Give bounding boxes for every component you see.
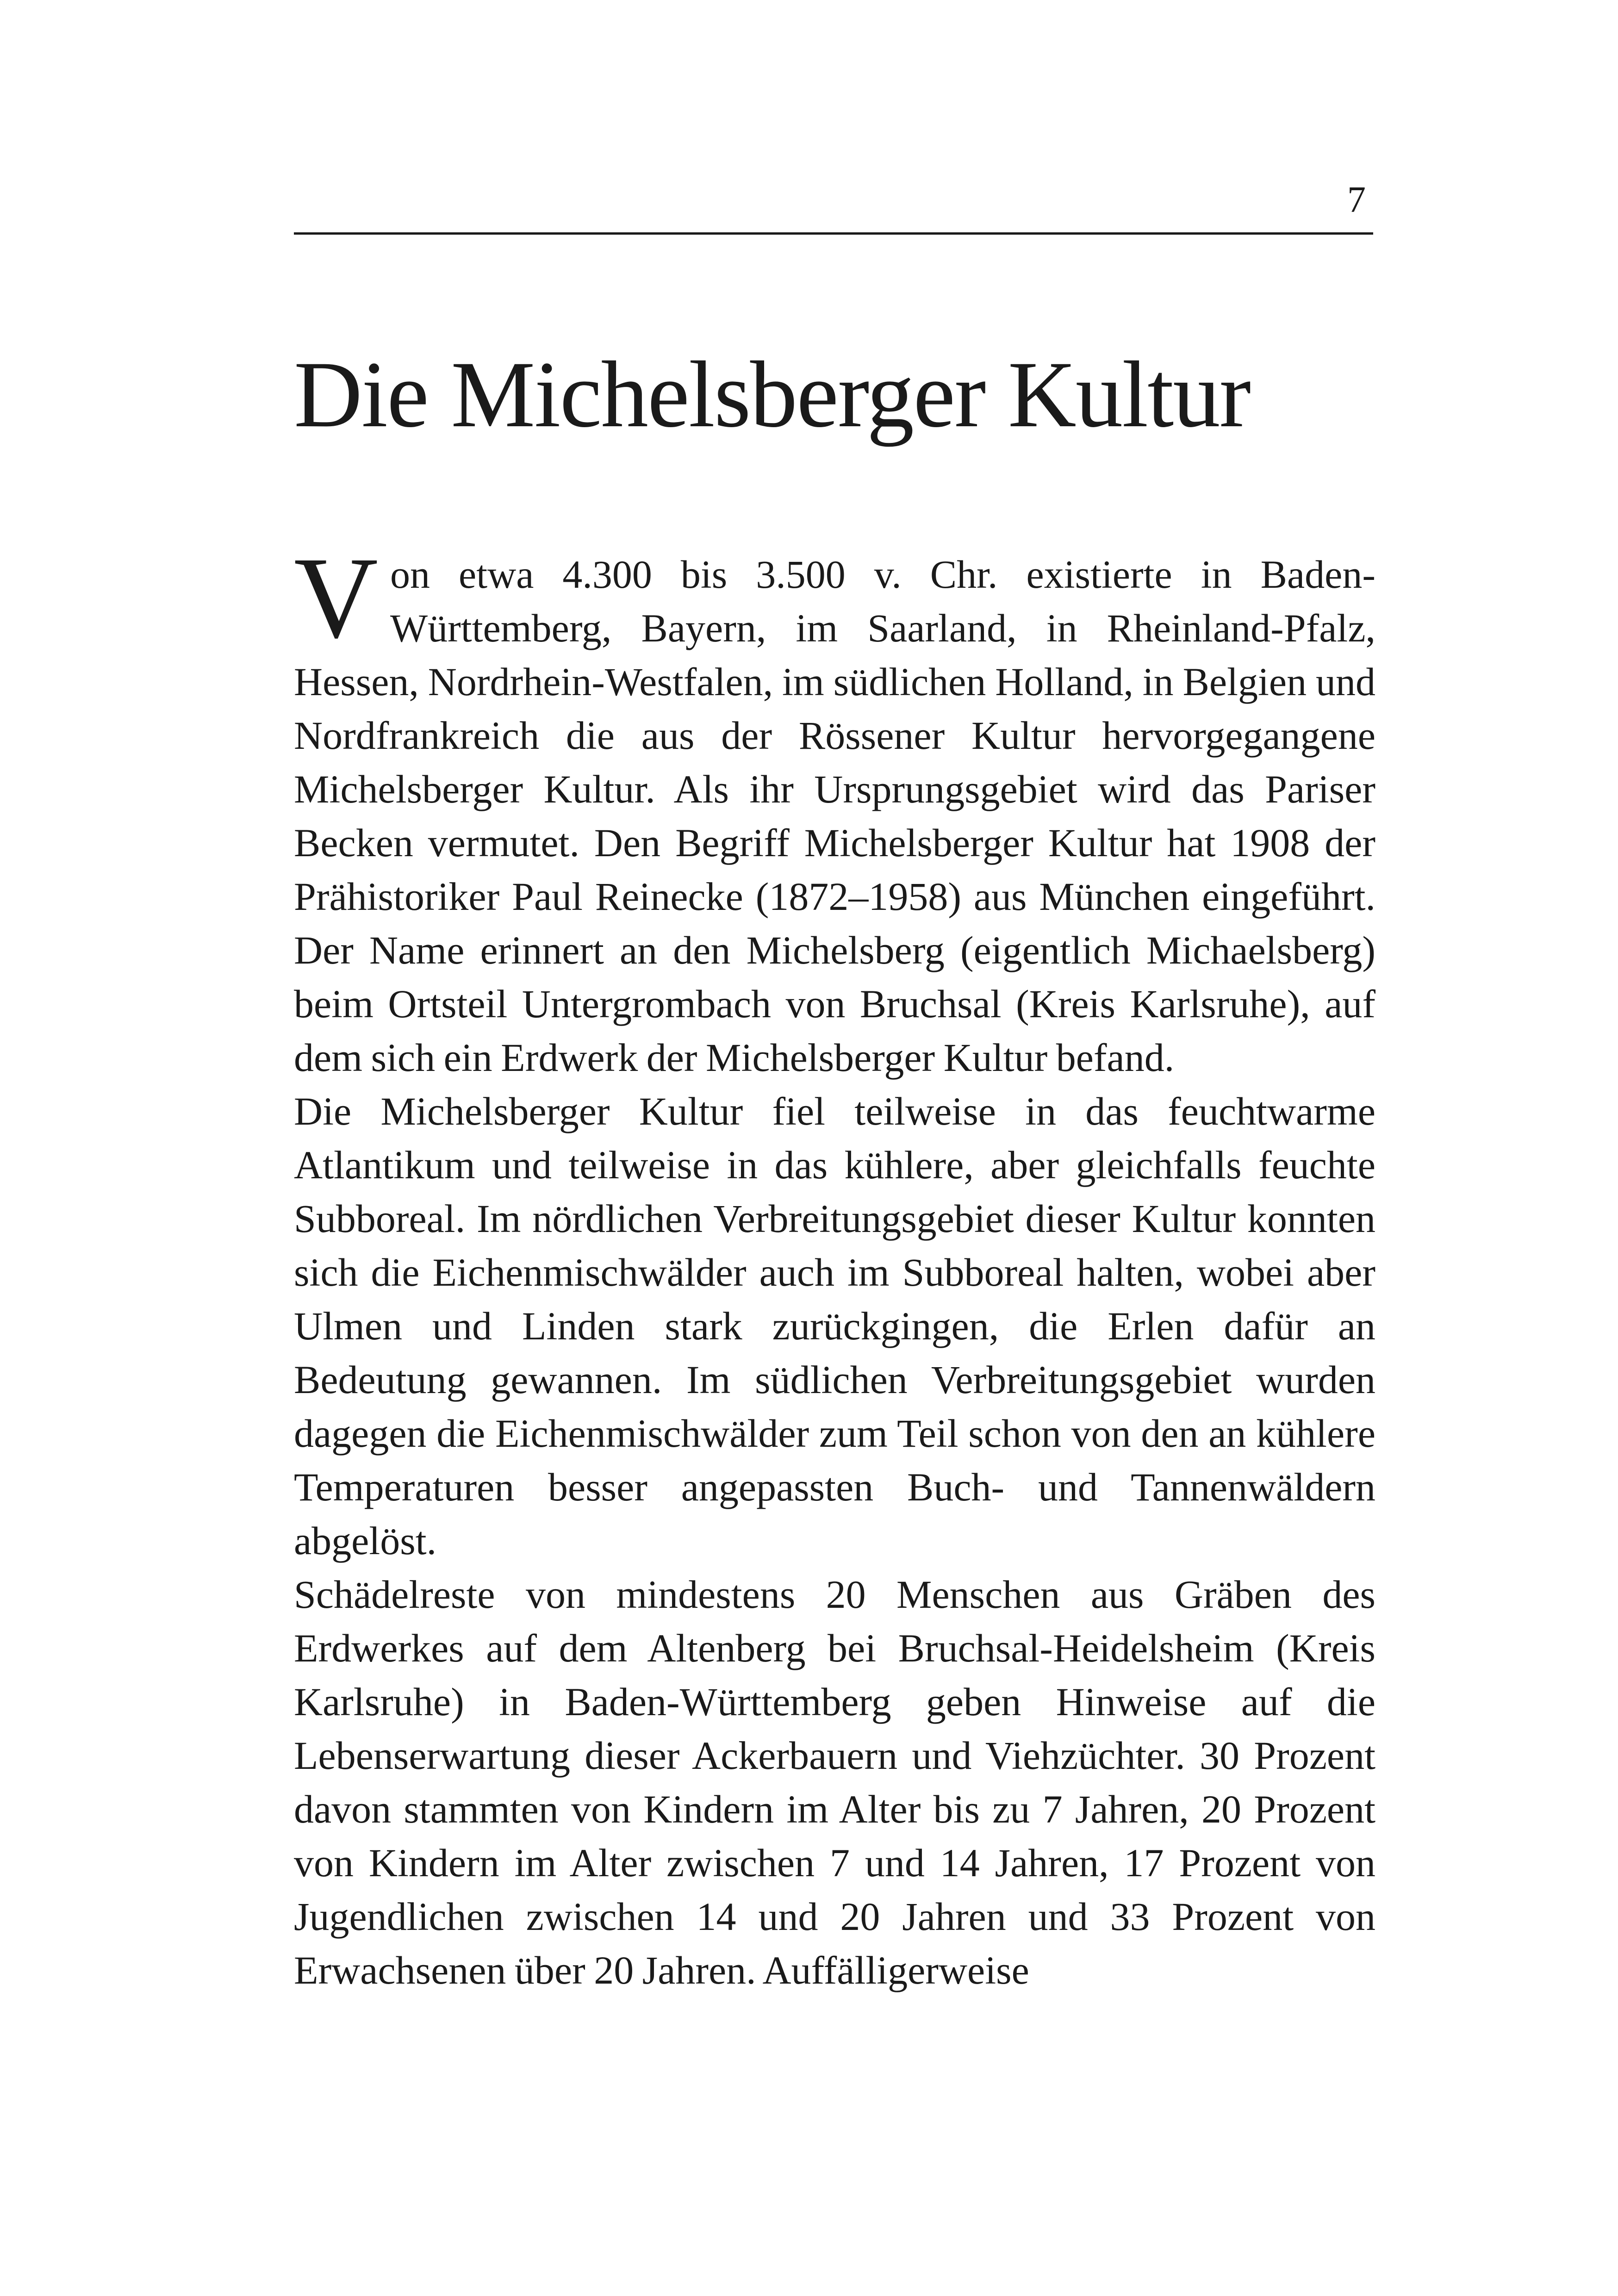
paragraph-3: Schädelreste von mindestens 20 Menschen aus Gräben des Erdwerkes auf dem Altenberg bei Bruchsal-Heidelsheim (Kreis Karlsruhe) in Baden-Württemberg geben Hinweise auf die Lebenserwartung dieser Ackerbauern und Viehzüchter. 30 Prozent davon stammten von Kindern im Alter bis zu 7 Jahren, 20 Prozent von Kindern im Alter zwischen 7 und 14 Jahren, 17 Prozent von Jugendlichen zwischen 14 und 20 Jahren und 33 Prozent von Erwachsenen über 20 Jahren. Auffälligerweise <box>294 1572 1375 1992</box>
paragraph-2: Die Michelsberger Kultur fiel teilweise in das feuchtwarme Atlantikum und teilweise in das kühlere, aber gleichfalls feuchte Subboreal. Im nördlichen Verbreitungsgebiet dieser Kultur konnten sich die Eichenmischwälder auch im Subboreal halten, wobei aber Ulmen und Linden stark zurückgingen, die Erlen dafür an Bedeutung gewannen. Im südlichen Verbreitungsgebiet wurden dagegen die Eichenmischwälder zum Teil schon von den an kühlere Temperaturen besser angepassten Buch- und Tannenwäldern abgelöst. <box>294 1089 1375 1563</box>
paragraph-1-text: on etwa 4.300 bis 3.500 v. Chr. existierte in Baden-Württemberg, Bayern, im Saarland, in Rheinland-Pfalz, Hessen, Nordrhein-Westfalen, im südlichen Holland, in Belgien und Nordfrankreich die aus der Rössener Kultur hervorgegangene Michelsberger Kultur. Als ihr Ursprungsgebiet wird das Pariser Becken vermutet. Den Begriff Michelsberger Kultur hat 1908 der Prähistoriker Paul Reinecke (1872–1958) aus München eingeführt. Der Name erinnert an den Michelsberg (eigentlich Michaelsberg) beim Ortsteil Untergrombach von Bruchsal (Kreis Karlsruhe), auf dem sich ein Erdwerk der Michelsberger Kultur befand. <box>294 552 1375 1080</box>
page-number: 7 <box>1347 180 1366 220</box>
paragraph-1 <box>294 533 1375 1084</box>
body-text <box>294 533 1375 1997</box>
drop-cap: V <box>294 533 378 662</box>
header-rule <box>294 232 1373 235</box>
chapter-title: Die Michelsberger Kultur <box>294 342 1250 447</box>
